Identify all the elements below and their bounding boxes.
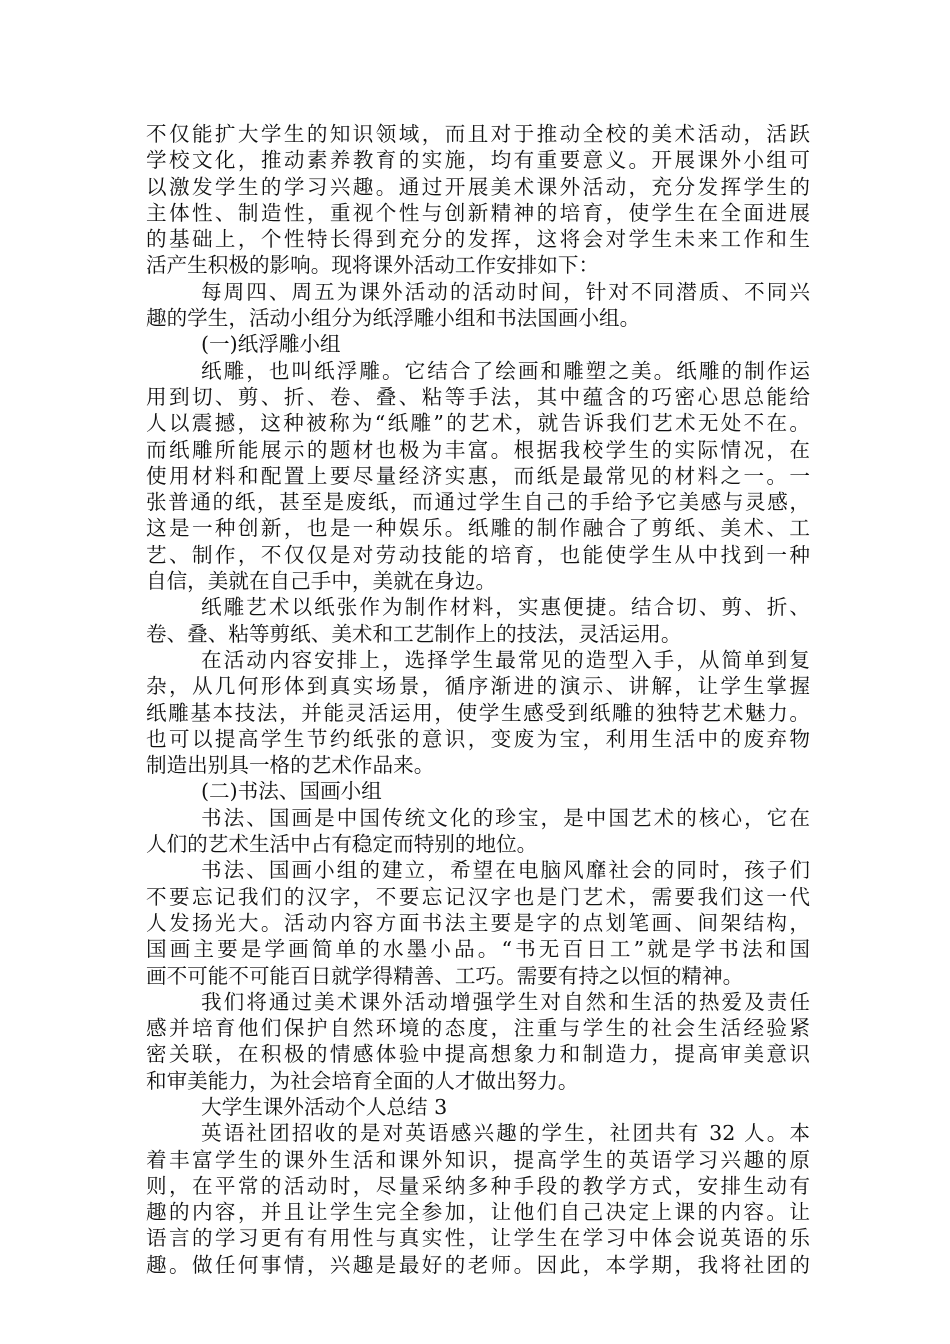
text-line: 英语社团招收的是对英语感兴趣的学生，社团共有 32 人。本	[201, 1121, 810, 1146]
text-line: 纸雕艺术以纸张作为制作材料，实惠便捷。结合切、剪、折、	[201, 595, 810, 620]
text-line: 杂，从几何形体到真实场景，循序渐进的演示、讲解，让学生掌握	[146, 674, 810, 699]
text-line: 使用材料和配置上要尽量经济实惠，而纸是最常见的材料之一。一	[146, 463, 810, 488]
text-line: 主体性、制造性，重视个性与创新精神的培育，使学生在全面进展	[146, 200, 810, 225]
text-line: (一)纸浮雕小组	[201, 332, 341, 357]
text-line: 在活动内容安排上，选择学生最常见的造型入手，从简单到复	[201, 647, 810, 672]
text-line: 不要忘记我们的汉字，不要忘记汉字也是门艺术，需要我们这一代	[146, 884, 810, 909]
text-line: 人以震撼，这种被称为“纸雕”的艺术，就告诉我们艺术无处不在。	[146, 411, 810, 436]
text-line: 画不可能不可能百日就学得精善、工巧。需要有持之以恒的精神。	[146, 963, 744, 988]
text-line: 制造出别具一格的艺术作品来。	[146, 753, 435, 778]
text-line: 趣的内容，并且让学生完全参加，让他们自己决定上课的内容。让	[146, 1200, 810, 1225]
text-line: 语言的学习更有有用性与真实性，让学生在学习中体会说英语的乐	[146, 1226, 810, 1251]
text-line: 张普通的纸，甚至是废纸，而通过学生自己的手给予它美感与灵感，	[146, 490, 810, 515]
text-line: 书法、国画是中国传统文化的珍宝，是中国艺术的核心，它在	[201, 805, 810, 830]
text-line: 而纸雕所能展示的题材也极为丰富。根据我校学生的实际情况，在	[146, 437, 810, 462]
text-line: 的基础上，个性特长得到充分的发挥，这将会对学生未来工作和生	[146, 227, 810, 252]
text-line: 这是一种创新，也是一种娱乐。纸雕的制作融合了剪纸、美术、工	[146, 516, 810, 541]
text-line: (二)书法、国画小组	[201, 779, 382, 804]
text-line: 活产生积极的影响。现将课外活动工作安排如下：	[146, 253, 600, 278]
text-line: 密关联，在积极的情感体验中提高想象力和制造力，提高审美意识	[146, 1042, 810, 1067]
document-body	[146, 121, 810, 1278]
text-line: 学校文化，推动素养教育的实施，均有重要意义。开展课外小组可	[146, 148, 810, 173]
text-line: 用到切、剪、折、卷、叠、粘等手法，其中蕴含的巧密心思总能给	[146, 384, 810, 409]
text-line: 趣。做任何事情，兴趣是最好的老师。因此，本学期，我将社团的	[146, 1252, 810, 1277]
text-line: 每周四、周五为课外活动的活动时间，针对不同潜质、不同兴	[201, 279, 810, 304]
text-line: 则，在平常的活动时，尽量采纳多种手段的教学方式，安排生动有	[146, 1173, 810, 1198]
text-line: 着丰富学生的课外生活和课外知识，提高学生的英语学习兴趣的原	[146, 1147, 810, 1172]
text-line: 纸雕基本技法，并能灵活运用，使学生感受到纸雕的独特艺术魅力。	[146, 700, 810, 725]
text-line: 国画主要是学画简单的水墨小品。“书无百日工”就是学书法和国	[146, 937, 810, 962]
text-line: 不仅能扩大学生的知识领域，而且对于推动全校的美术活动，活跃	[146, 122, 810, 146]
text-line: 人们的艺术生活中占有稳定而特别的地位。	[146, 832, 538, 857]
text-line: 纸雕，也叫纸浮雕。它结合了绘画和雕塑之美。纸雕的制作运	[201, 358, 810, 383]
text-line: 卷、叠、粘等剪纸、美术和工艺制作上的技法，灵活运用。	[146, 621, 682, 646]
text-line: 感并培育他们保护自然环境的态度，注重与学生的社会生活经验紧	[146, 1016, 810, 1041]
text-line: 自信，美就在自己手中，美就在身边。	[146, 569, 497, 594]
text-line: 艺、制作，不仅仅是对劳动技能的培育，也能使学生从中找到一种	[146, 542, 810, 567]
text-line: 趣的学生，活动小组分为纸浮雕小组和书法国画小组。	[146, 306, 641, 331]
text-line: 我们将通过美术课外活动增强学生对自然和生活的热爱及责任	[201, 989, 810, 1014]
text-line: 书法、国画小组的建立，希望在电脑风靡社会的同时，孩子们	[201, 858, 810, 883]
text-line: 大学生课外活动个人总结 3	[201, 1094, 448, 1119]
text-line: 人发扬光大。活动内容方面书法主要是字的点划笔画、间架结构，	[146, 910, 810, 935]
text-line: 和审美能力，为社会培育全面的人才做出努力。	[146, 1068, 579, 1093]
text-line: 以激发学生的学习兴趣。通过开展美术课外活动，充分发挥学生的	[146, 174, 810, 199]
text-line: 也可以提高学生节约纸张的意识，变废为宝，利用生活中的废弃物	[146, 726, 810, 751]
